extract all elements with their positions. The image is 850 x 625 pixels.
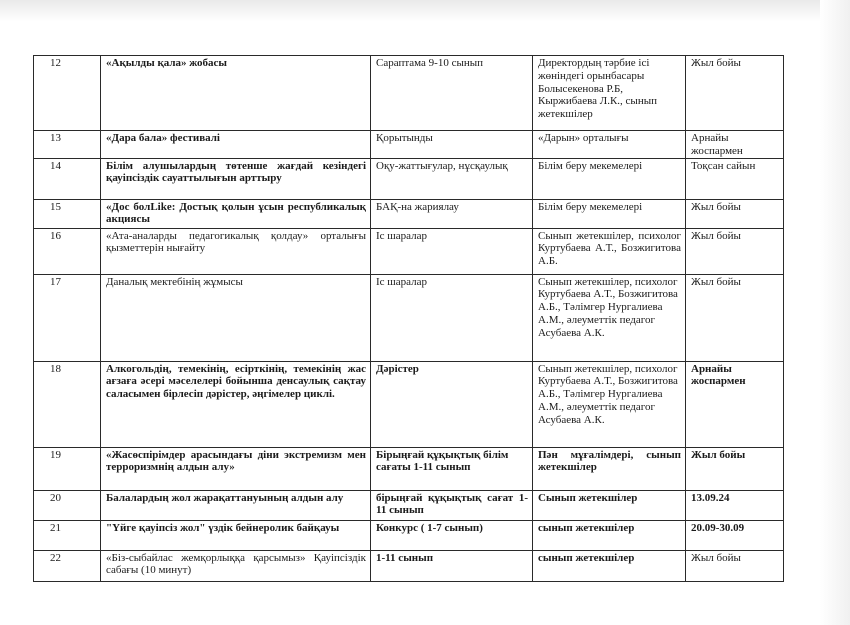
- event-form: бірыңғай құқықтық сағат 1-11 сынып: [371, 490, 533, 520]
- event-title: «Ақылды қала» жобасы: [101, 56, 371, 131]
- row-number: 19: [34, 447, 101, 490]
- event-responsible: Білім беру мекемелері: [533, 199, 686, 228]
- event-title: "Үйге қауіпсіз жол" үздік бейнеролик байқауы: [101, 520, 371, 550]
- event-deadline: Жыл бойы: [686, 447, 784, 490]
- row-number: 18: [34, 361, 101, 447]
- event-deadline: Арнайы жоспармен: [686, 131, 784, 159]
- row-number: 16: [34, 228, 101, 274]
- event-title: «Дара бала» фестивалі: [101, 131, 371, 159]
- row-number: 22: [34, 550, 101, 581]
- event-form: Іс шаралар: [371, 274, 533, 361]
- event-deadline: Жыл бойы: [686, 274, 784, 361]
- events-table: [33, 55, 784, 582]
- event-form: 1-11 сынып: [371, 550, 533, 581]
- event-form: Оқу-жаттығулар, нұсқаулық: [371, 158, 533, 199]
- event-title: Алкогольдің, темекінің, есірткінің, темекінің жас ағзаға әсері мәселелері бойынша денсаулық сақтау саласымен бірлесіп дәрістер, әңгімелер циклі.: [101, 361, 371, 447]
- row-number: 12: [34, 56, 101, 131]
- row-number: 15: [34, 199, 101, 228]
- row-number: 17: [34, 274, 101, 361]
- event-responsible: Сынып жетекшілер, психолог Куртубаева А.Т., Бозжигитова А.Б., Тәлімгер Нургалиева А.М., әлеуметтік педагог Асубаева А.К.: [533, 274, 686, 361]
- table-row: [34, 56, 784, 131]
- event-responsible: Сынып жетекшілер: [533, 490, 686, 520]
- event-form: БАҚ-на жариялау: [371, 199, 533, 228]
- event-responsible: сынып жетекшілер: [533, 520, 686, 550]
- event-form: Сараптама 9-10 сынып: [371, 56, 533, 131]
- table-row: [34, 228, 784, 274]
- event-title: Білім алушылардың төтенше жағдай кезіндегі қауіпсіздік сауаттылығын арттыру: [101, 158, 371, 199]
- scan-shadow-right: [820, 0, 850, 625]
- event-responsible: Сынып жетекшілер, психолог Куртубаева А.Т., Бозжигитова А.Б.: [533, 228, 686, 274]
- event-responsible: «Дарын» орталығы: [533, 131, 686, 159]
- event-deadline: 20.09-30.09: [686, 520, 784, 550]
- table-row: [34, 361, 784, 447]
- scan-shadow-top: [0, 0, 850, 22]
- table-row: [34, 158, 784, 199]
- row-number: 21: [34, 520, 101, 550]
- event-responsible: сынып жетекшілер: [533, 550, 686, 581]
- event-form: Іс шаралар: [371, 228, 533, 274]
- event-responsible: Білім беру мекемелері: [533, 158, 686, 199]
- event-responsible: Директордың тәрбие ісі жөніндегі орынбасары Болысекенова Р.Б, Кыржибаева Л.К., сынып жетекшілер: [533, 56, 686, 131]
- event-title: «Ата-аналарды педагогикалық қолдау» орталығы қызметтерін нығайту: [101, 228, 371, 274]
- event-deadline: Жыл бойы: [686, 228, 784, 274]
- event-title: Даналық мектебінің жұмысы: [101, 274, 371, 361]
- event-deadline: Арнайы жоспармен: [686, 361, 784, 447]
- event-form: Қорытынды: [371, 131, 533, 159]
- event-deadline: Жыл бойы: [686, 550, 784, 581]
- event-responsible: Пән мұғалімдері, сынып жетекшілер: [533, 447, 686, 490]
- event-deadline: Жыл бойы: [686, 56, 784, 131]
- table-row: [34, 550, 784, 581]
- event-form: Конкурс ( 1-7 сынып): [371, 520, 533, 550]
- event-title: «Дос болLike: Достық қолын ұсын республикалық акциясы: [101, 199, 371, 228]
- table-row: [34, 520, 784, 550]
- event-title: «Біз-сыбайлас жемқорлыққа қарсымыз» Қауіпсіздік сабағы (10 минут): [101, 550, 371, 581]
- event-deadline: 13.09.24: [686, 490, 784, 520]
- table-row: [34, 274, 784, 361]
- table-row: [34, 490, 784, 520]
- table-row: [34, 199, 784, 228]
- event-title: «Жасөспірімдер арасындағы діни экстремизм мен терроризмнің алдын алу»: [101, 447, 371, 490]
- table-row: [34, 131, 784, 159]
- row-number: 20: [34, 490, 101, 520]
- row-number: 14: [34, 158, 101, 199]
- table-row: [34, 447, 784, 490]
- event-deadline: Тоқсан сайын: [686, 158, 784, 199]
- row-number: 13: [34, 131, 101, 159]
- event-responsible: Сынып жетекшілер, психолог Куртубаева А.Т., Бозжигитова А.Б., Тәлімгер Нургалиева А.М., әлеуметтік педагог Асубаева А.К.: [533, 361, 686, 447]
- event-form: Бірыңғай құқықтық білім сағаты 1-11 сынып: [371, 447, 533, 490]
- event-form: Дәрістер: [371, 361, 533, 447]
- event-deadline: Жыл бойы: [686, 199, 784, 228]
- event-title: Балалардың жол жарақаттануының алдын алу: [101, 490, 371, 520]
